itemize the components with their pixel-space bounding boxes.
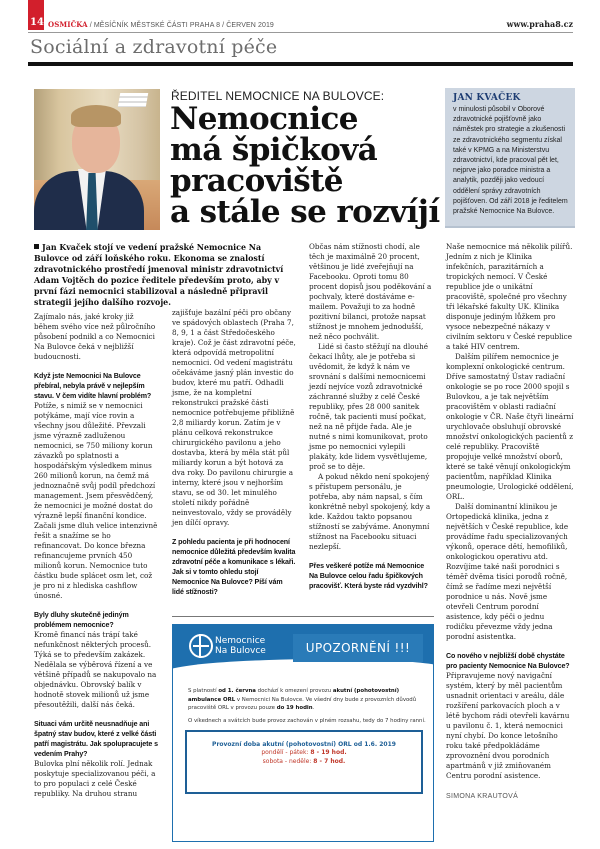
ceiling-light [118, 93, 148, 107]
article-column-2 [172, 308, 296, 597]
answer: Kromě financí nás trápí také nefunkčnost některých procesů. Týká se to především zakázek. Nedělala se výběrová řízení a ve většině případů se nakupovalo na objednávku. Obrovský balík v hodnotě stovek milionů už jsme přesoutěžili, další nás čeká. [34, 630, 157, 709]
publication-line [48, 20, 274, 29]
headline-line: a stále se rozvíjí [170, 194, 440, 230]
article-column-1 [34, 312, 158, 799]
headline-line: Nemocnice [170, 101, 358, 137]
text-span: v Nemocnici Na Bulovce. Ve všední dny bude z provozních důvodů pracoviště ORL v provozu pouze [188, 696, 417, 711]
hours-title: Provozní doba akutní (pohotovostní) ORL od 1.6. 2019 [212, 741, 396, 748]
weekday-hours: 8 - 19 hod. [310, 749, 347, 756]
text-strong: akutní (pohotovostní) ambulance ORL [188, 688, 400, 703]
text-span: . [312, 705, 315, 711]
hair-shape [71, 105, 121, 127]
answer: Naše nemocnice má několik pilířů. Jedním z nich je Klinika infekčních, parazitárních a tropických nemocí. V České republice jde o unikátní pracoviště, společné pro všechny tři lékařské fakulty UK. Klinika disponuje jediným lůžkem pro vysoce nebezpečné nákazy v civilním sektoru v České republice a také HIV centrem. [446, 242, 573, 351]
intro-paragraph: Zajímalo nás, jaké kroky již během svého více než půlročního působení podnikl a co Nemocnici Na Bulovce čeká v nejbližší budoucnosti. [34, 312, 156, 361]
hospital-logo-text [215, 636, 266, 656]
question: Situaci vám určitě neusnadňuje ani špatný stav budov, které z velké části patří magistrátu. Jak spolupracujete s vedením Prahy? [34, 720, 158, 758]
question: Byly dluhy skutečně jediným problémem nemocnice? [34, 611, 129, 629]
ad-wave-shape [172, 659, 434, 689]
author-byline: SIMONA KRAUTOVÁ [446, 793, 519, 800]
answer: Lidé si často stěžují na dlouhé čekací lhůty, ale je potřeba si uvědomit, že když k nám ve srovnání s dalšími nemocnicemi jezdí nejvíce vozů zdravotnické záchranné služby z celé České republiky, přes 28 000 sanitek ročně, tak pacienti musí počkat, než na ně přijde řada. Ale je nutné s nimi komunikovat, proto jsme po nemocnici vylepili plakáty, kde lidem vysvětlujeme, proč se to děje. [309, 342, 428, 471]
ad-divider [172, 616, 434, 617]
article-kicker: ŘEDITEL NEMOCNICE NA BULOVCE: [171, 89, 385, 103]
page-number-tab [28, 0, 44, 30]
text-strong: od 1. června [218, 688, 256, 694]
article-lead [34, 242, 292, 308]
hospital-logo-icon [189, 634, 213, 658]
bio-title: JAN KVAČEK [453, 93, 521, 103]
article-column-3 [309, 242, 433, 591]
ad-title: UPOZORNĚNÍ !!! [293, 634, 423, 662]
header-divider [28, 32, 573, 33]
bio-text: v minulosti působil v Oborové zdravotnické pojišťovně jako náměstek pro strategie a zkušenosti ze zdravotnického segmentu získal také v KPMG a na Ministerstvu zdravotnictví, kde pracoval pět let, nejprve jako poradce ministra a analytik, později jako vedoucí oddělení správy zdravotních pojišťoven. Od září 2018 je ředitelem pražské Nemocnice Na Bulovce. [453, 106, 568, 216]
answer: Bulovka plní několik rolí. Jednak poskytuje specializovanou péči, a to pro populaci z celé České republiky. Na druhou stranu [34, 759, 156, 798]
answer: Potíže, s nimiž se v nemocnici potýkáme, mají více rovin a všechny jsou důležité. Převzali jsme výrazně zadluženou nemocnici, se 750 miliony korun závazků po splatnosti a hospodářským výsledkem minus 260 milionů korun, na čemž má jednoznačně svůj podíl předchozí management. Jsem přesvědčený, že nemocnici je možné dostat do výrazně lepší finanční kondice. Začali jsme dluh velice intenzivně řešit a snažíme se ho refinancovat. Do konce března refinancujeme prvních 450 milionů korun. Nemocnice tuto částku bude splácet osm let, což je pro ni z hlediska cashflow únosné. [34, 401, 158, 600]
lead-text: Jan Kvaček stojí ve vedení pražské Nemocnice Na Bulovce od září loňského roku. Ekonoma se znalostí zdravotnického prostředí jmenoval ministr zdravotnictví Adam Vojtěch do pozice ředitele především proto, aby v první fázi nemocnici stabilizoval a následně připravil strategii jejího dalšího rozvoje. [34, 243, 284, 307]
ad-weekend-paragraph: O víkednech a svátcích bude provoz zachován v plném rozsahu, tedy do 7 hodiny ranní. [188, 717, 426, 724]
logo-line-1: Nemocnice [215, 636, 266, 646]
hospital-logo [189, 634, 266, 658]
ad-notice-paragraph [188, 687, 428, 713]
lead-square-icon [34, 244, 39, 249]
portrait-photo [34, 89, 160, 230]
bio-box [445, 88, 575, 228]
weekday-label: pondělí - pátek: [261, 749, 311, 756]
section-title: Sociální a zdravotní péče [30, 36, 278, 58]
answer: Občas nám stížnosti chodí, ale těch je maximálně 20 procent, většinou je lidé zveřejňují na Facebooku. Oproti tomu 80 procent dopisů jsou poděkování a pochvaly, které dostáváme e-mailem. Považuji to za hodně pozitivní bilanci, protože napsat stížnost je mnohem jednodušší, než něco pochválit. [309, 242, 432, 341]
website-url[interactable]: www.praha8.cz [506, 19, 573, 29]
question: Když jste Nemocnici Na Bulovce přebíral, nebyla právě v nejlepším stavu. V čem vidíte hlavní problém? [34, 372, 152, 400]
text-span: dochází k omezení provozu [255, 688, 333, 694]
headline-line: má špičková [170, 132, 378, 168]
ad-body [188, 687, 428, 725]
weekday-hours-row [187, 748, 421, 757]
answer: A pokud někdo není spokojený s přístupem personálu, je potřeba, aby nám napsal, s čím konkrétně nebyl spokojený, kdy a kde. Každou takto popsanou stížností se zabýváme. Anonymní stížnost na Facebooku situaci nezlepší. [309, 472, 431, 551]
logo-line-2: Na Bulovce [215, 646, 266, 656]
answer: zajišťuje bazální péči pro občany ve spádových oblastech (Praha 7, 8, 9, 1 a část Středočeského kraje). Což je část zdravotní péče, která odpovídá metropolitní nemocnici. Od vedení magistrátu očekáváme jasný plán investic do budov, které mu patří. Odhadli jsme, že na kompletní rekonstrukci pražské části nemocnice potřebujeme přibližně 2,8 miliardy korun. Zatím je v plánu celková rekonstrukce chirurgického pavilonu a jeho dostavba, která by měla stát půl miliardy korun a být hotová za dva roky. Do pavilonu chirurgie a interny, které jsou v nejhorším stavu, se od 30. let minulého století nikdy pořádně neinvestovalo, vždy se prováděly jen dílčí opravy. [172, 308, 296, 527]
opening-hours-box [185, 730, 423, 794]
article-headline [170, 101, 440, 230]
weekend-label: sobota - neděle: [262, 758, 314, 765]
brand-name: OSMIČKA [48, 20, 88, 29]
answer: Připravujeme nový navigační systém, který by měl pacientům usnadnit orientaci v areálu, dále rozšíření parkovacích ploch a v létě bychom rádi otevřeli kavárnu u pavilonu č. 1, která nemocnici nyní chybí. Do konce letošního roku také předpokládáme zprovoznění dvou porodních apartmánů v již zmiňovaném Centru porodní asistence. [446, 671, 570, 780]
weekend-hours: 8 - 7 hod. [313, 758, 346, 765]
answer: Další dominantní klinikou je Ortopedická klinika, jedna z největších v České republice, kde provádíme řadu specializovaných výkonů, operace dětí, hemofiliků, onkologickou operativu atd. Rozvíjíme také naši porodnici s téměř dvěma tisíci porodů ročně, čímž se řadíme mezi největší porodnice u nás. Nově jsme otevřeli Centrum porodní asistence, kdy péči o jednu rodičku převezme vždy jedna porodní asistentka. [446, 502, 569, 641]
question: Co nového v nejbližší době chystáte pro pacienty Nemocnice Na Bulovce? [446, 652, 570, 670]
publication-info: / MĚSÍČNÍK MĚSTSKÉ ČÁSTI PRAHA 8 / ČERVEN 2019 [87, 22, 274, 29]
section-divider [28, 62, 573, 66]
answer: Dalším pilířem nemocnice je komplexní onkologické centrum. Dříve samostatný Ústav radiační onkologie se po roce 2000 spojil s Bulovkou, a je tak největším pracovištěm v oblasti radiační onkologie v ČR. Naše čtyři lineární urychlovače obsluhují obrovské množství onkologických pacientů z celé republiky. Pracoviště propojuje velké množství oborů, které se také věnují onkologickým pacientům, například Klinika pneumologie, Urologické oddělení, ORL. [446, 352, 574, 501]
question: Přes veškeré potíže má Nemocnice Na Bulovce celou řadu špičkových pracovišť. Která byste rád vyzdvihl? [309, 562, 428, 590]
article-column-4 [446, 242, 574, 800]
page-number: 14 [30, 17, 44, 28]
text-span: S platností [188, 688, 219, 694]
weekend-hours-row [187, 757, 421, 766]
question: Z pohledu pacienta je při hodnocení nemocnice důležitá především kvalita zdravotní péče a komunikace s lékaři. Jak si v tomto ohledu stojí Nemocnice Na Bulovce? Píší vám lidé stížnosti? [172, 538, 296, 596]
headline-line: pracoviště [170, 163, 343, 199]
text-strong: do 19 hodin [276, 705, 313, 711]
hospital-notice-ad [172, 624, 434, 842]
